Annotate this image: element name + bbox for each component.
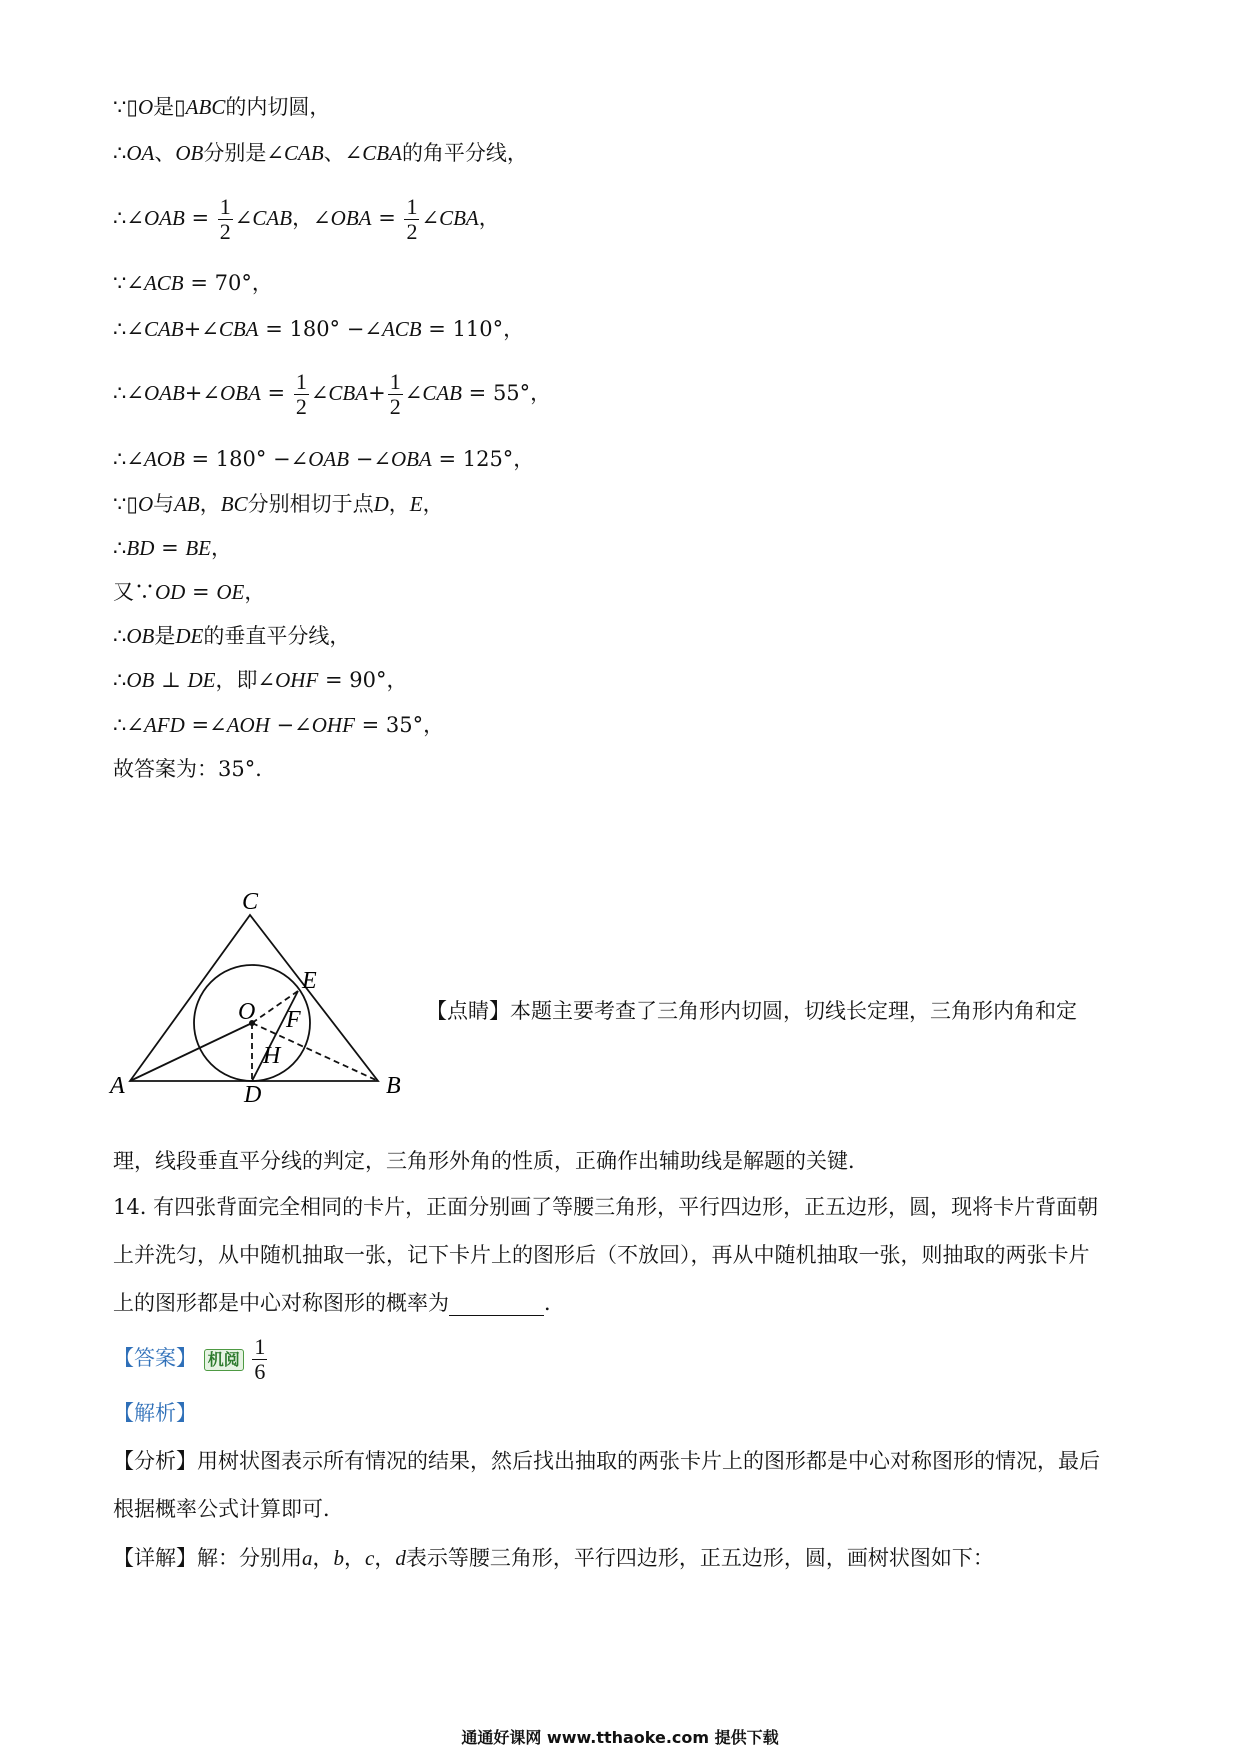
solution-line-2: ∴OA、OB分别是∠CAB、∠CBA的角平分线， [113,141,528,165]
solution-line-9: ∴BD = BE， [113,536,233,560]
fraction-half: $\frac{1}{2}$ [295,369,307,419]
fraction-half: $\frac{1}{2}$ [219,194,231,244]
solution-line-11: ∴OB是DE的垂直平分线， [113,624,351,648]
fraction-half: $\frac{1}{2}$ [389,369,401,419]
badge-icon: 机阅 [204,1349,244,1371]
solution-line-1: ∵▯O是▯ABC的内切圆， [113,95,331,119]
q14-line-2: 上并洗匀，从中随机抽取一张，记下卡片上的图形后（不放回），再从中随机抽取一张，则抽取的两张卡片 [113,1243,1090,1267]
label-a: A [110,1073,125,1099]
solution-line-5: ∴∠CAB+∠CBA = 180° −∠ACB = 110°， [113,317,525,341]
solution-line-8: ∵▯O与AB，BC分别相切于点D，E， [113,492,444,516]
label-b: B [386,1073,401,1099]
label-e: E [302,968,317,994]
q14-line-1: 14. 有四张背面完全相同的卡片，正面分别画了等腰三角形，平行四边形，正五边形，圆，现将卡片背面朝 [113,1195,1099,1219]
comment-tag: 【点睛】 [426,999,510,1023]
triangle-abc [130,915,378,1081]
circle-symbol: ▯ [126,492,138,516]
label-o: O [238,999,256,1025]
comment-line-2: 理，线段垂直平分线的判定，三角形外角的性质，正确作出辅助线是解题的关键． [113,1149,869,1173]
answer-blank [449,1295,544,1316]
label-h: H [263,1043,281,1069]
label-d: D [244,1082,262,1105]
answer-fraction: $\frac{1}{6}$ [254,1334,266,1384]
solution-line-13: ∴∠AFD =∠AOH −∠OHF = 35°， [113,713,445,737]
solution-line-6: ∴∠OAB+∠OBA = $\frac{1}{2}$ ∠CBA+ $\frac{1}{2}$ ∠CAB = 55°， [113,369,552,419]
solution-line-7: ∴∠AOB = 180° −∠OAB −∠OBA = 125°， [113,447,535,471]
fenxi-line-2: 根据概率公式计算即可． [113,1497,344,1521]
solution-line-10: 又∵OD = OE， [113,580,266,604]
segment-ao [130,1023,252,1081]
triangle-symbol: ▯ [174,95,186,119]
geometry-figure [108,885,408,1105]
answer-line [113,1328,269,1388]
label-f: F [286,1007,301,1033]
fraction-half: $\frac{1}{2}$ [406,194,418,244]
page-footer: 通通好课网 www.tthaoke.com 提供下载 [461,1728,779,1747]
solution-line-4: ∵∠ACB = 70°， [113,271,273,295]
analysis-tag: 【解析】 [113,1401,197,1425]
circle-symbol: ▯ [126,95,138,119]
answer-tag: 【答案】 [113,1346,197,1370]
comment-line-1: 【点睛】本题主要考查了三角形内切圆，切线长定理，三角形内角和定 [426,999,1077,1023]
solution-line-14: 故答案为：35°． [113,757,277,781]
q14-line-3: 上的图形都是中心对称图形的概率为 ． [113,1291,565,1315]
fenxi-line-1: 【分析】用树状图表示所有情况的结果，然后找出抽取的两张卡片上的图形都是中心对称图形的情况，最后 [113,1449,1100,1473]
solution-line-3: ∴∠OAB = $\frac{1}{2}$ ∠CAB，∠OBA = $\frac{1}{2}$ ∠CBA， [113,194,500,244]
detail-line: 【详解】解：分别用a，b，c，d表示等腰三角形，平行四边形，正五边形，圆，画树状图如下： [113,1546,994,1570]
label-c: C [242,889,259,915]
solution-line-12: ∴OB ⊥ DE，即∠OHF = 90°， [113,668,408,692]
